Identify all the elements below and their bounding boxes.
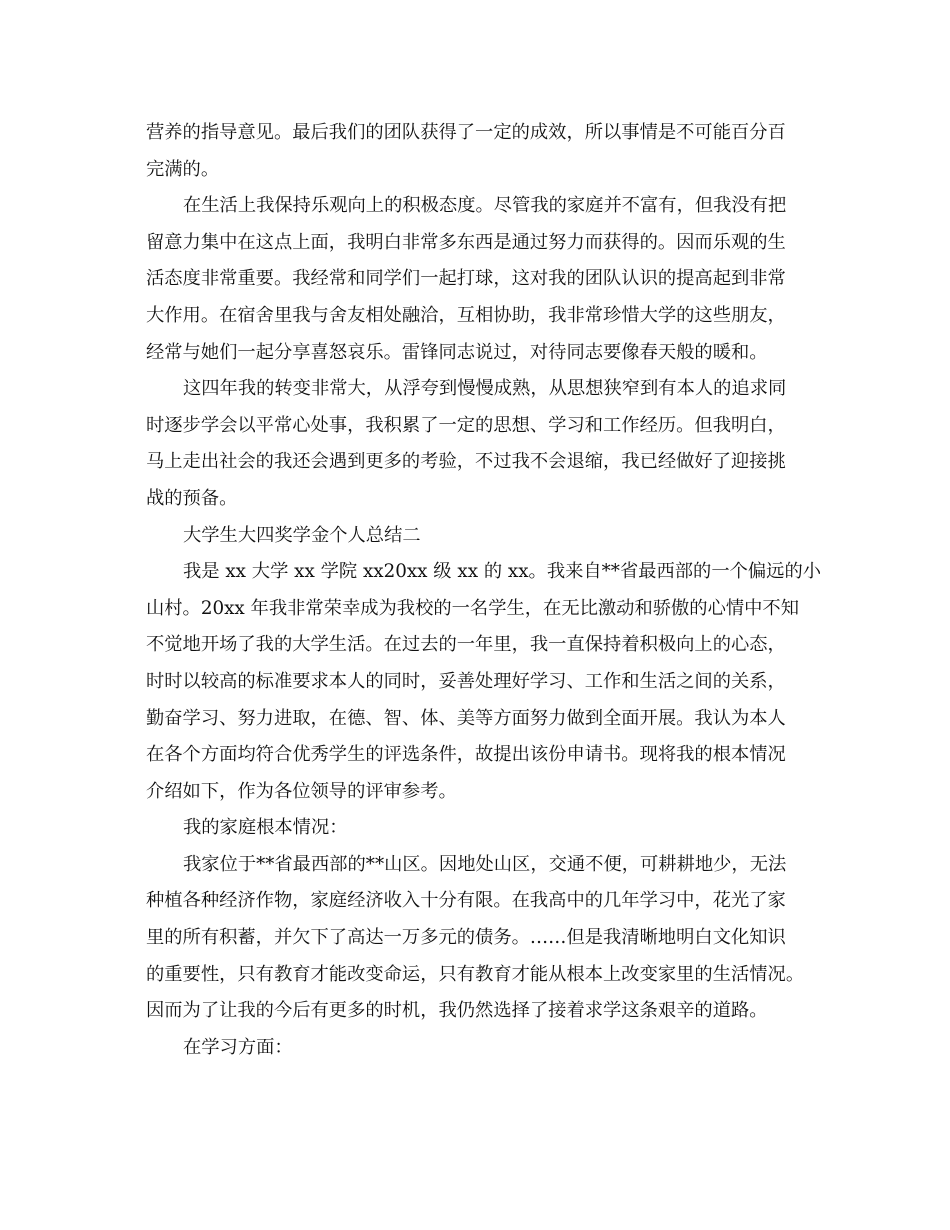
text-line: 时逐步学会以平常心处事，我积累了一定的思想、学习和工作经历。但我明白， — [146, 414, 786, 436]
text-line: 里的所有积蓄，并欠下了高达一万多元的债务。……但是我清晰地明白文化知识 — [146, 927, 786, 949]
text-line: 的重要性，只有教育才能改变命运，只有教育才能从根本上改变家里的生活情况。 — [146, 963, 805, 985]
text-line: 完满的。 — [146, 158, 220, 180]
text-line: 战的预备。 — [146, 487, 238, 509]
paragraph-nutrition-continued — [146, 115, 814, 188]
paragraph-life-attitude — [146, 188, 814, 371]
text-line: 在各个方面均符合优秀学生的评选条件，故提出该份申请书。现将我的根本情况 — [146, 744, 786, 766]
text-line: 活态度非常重要。我经常和同学们一起打球，这对我的团队认识的提高起到非常 — [146, 268, 786, 290]
text-line: 在生活上我保持乐观向上的积极态度。尽管我的家庭并不富有，但我没有把 — [183, 195, 787, 217]
text-line: 我是 xx 大学 xx 学院 xx20xx 级 xx 的 xx。我来自**省最西部的一个偏远的小 — [183, 561, 822, 583]
text-line: 因而为了让我的今后有更多的时机，我仍然选择了接着求学这条艰辛的道路。 — [146, 1000, 768, 1022]
text-line: 勤奋学习、努力进取，在德、智、体、美等方面努力做到全面开展。我认为本人 — [146, 707, 786, 729]
text-line: 山村。20xx 年我非常荣幸成为我校的一名学生，在无比激动和骄傲的心情中不知 — [146, 597, 799, 619]
text-line: 我家位于**省最西部的**山区。因地处山区，交通不便，可耕耕地少，无法 — [183, 853, 787, 875]
section-heading-summary-two — [146, 518, 814, 555]
section-heading-family — [146, 810, 814, 847]
text-line: 在学习方面： — [183, 1036, 293, 1058]
text-line: 大学生大四奖学金个人总结二 — [183, 524, 421, 546]
text-line: 我的家庭根本情况： — [183, 817, 348, 839]
text-line: 营养的指导意见。最后我们的团队获得了一定的成效，所以事情是不可能百分百 — [146, 122, 786, 143]
text-line: 这四年我的转变非常大，从浮夸到慢慢成熟，从思想狭窄到有本人的追求同 — [183, 378, 787, 400]
text-line: 大作用。在宿舍里我与舍友相处融洽，互相协助，我非常珍惜大学的这些朋友， — [146, 304, 786, 326]
paragraph-family-situation — [146, 847, 814, 1030]
text-line: 经常与她们一起分享喜怒哀乐。雷锋同志说过，对待同志要像春天般的暖和。 — [146, 341, 768, 363]
text-line: 种植各种经济作物，家庭经济收入十分有限。在我高中的几年学习中，花光了家 — [146, 890, 786, 912]
text-line: 介绍如下，作为各位领导的评审参考。 — [146, 780, 457, 802]
section-heading-study — [146, 1030, 814, 1067]
paragraph-self-introduction — [146, 554, 822, 810]
text-line: 不觉地开场了我的大学生活。在过去的一年里，我一直保持着积极向上的心态， — [146, 634, 786, 656]
text-line: 留意力集中在这点上面，我明白非常多东西是通过努力而获得的。因而乐观的生 — [146, 231, 786, 253]
paragraph-four-years-change — [146, 371, 814, 517]
text-line: 时时以较高的标准要求本人的同时，妥善处理好学习、工作和生活之间的关系， — [146, 670, 786, 692]
document-body — [146, 115, 822, 1066]
text-line: 马上走出社会的我还会遇到更多的考验，不过我不会退缩，我已经做好了迎接挑 — [146, 451, 786, 473]
